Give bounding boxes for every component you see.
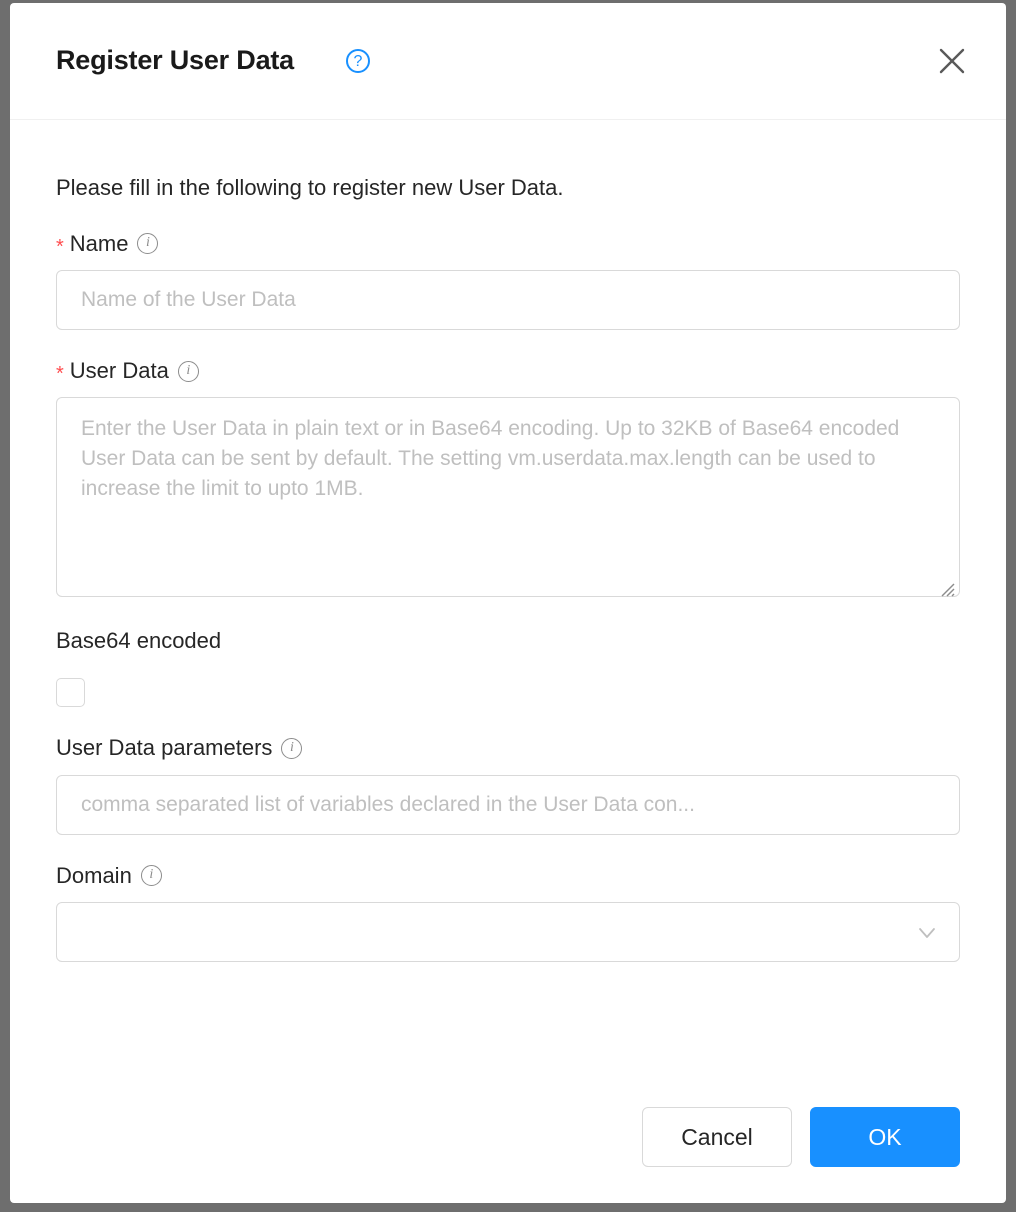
field-user-data bbox=[56, 358, 960, 602]
info-icon[interactable]: i bbox=[178, 361, 199, 382]
user-data-textarea[interactable] bbox=[56, 397, 960, 597]
label-name bbox=[56, 231, 960, 257]
close-icon[interactable] bbox=[936, 45, 968, 77]
register-user-data-dialog bbox=[10, 3, 1006, 1203]
domain-select[interactable] bbox=[56, 902, 960, 962]
cancel-button[interactable]: Cancel bbox=[642, 1107, 792, 1167]
field-name bbox=[56, 231, 960, 330]
field-base64 bbox=[56, 628, 960, 707]
resize-handle-icon[interactable] bbox=[937, 579, 955, 597]
label-user-data-text: User Data bbox=[69, 357, 169, 383]
dialog-footer bbox=[642, 1107, 960, 1167]
label-user-data-parameters-text: User Data parameters bbox=[56, 735, 273, 761]
required-marker: * bbox=[56, 235, 64, 258]
chevron-down-icon[interactable] bbox=[917, 923, 937, 943]
field-user-data-parameters bbox=[56, 735, 960, 834]
ok-button[interactable]: OK bbox=[810, 1107, 960, 1167]
required-marker: * bbox=[56, 363, 64, 386]
intro-text: Please fill in the following to register new User Data. bbox=[56, 175, 564, 200]
label-name-text: Name bbox=[69, 230, 129, 256]
info-icon[interactable]: i bbox=[141, 865, 162, 886]
label-user-data bbox=[56, 358, 960, 384]
dialog-header bbox=[10, 3, 1006, 120]
label-base64: Base64 encoded bbox=[56, 628, 222, 654]
label-domain-text: Domain bbox=[56, 862, 132, 888]
question-circle-icon[interactable]: ? bbox=[346, 49, 370, 73]
user-data-parameters-input[interactable] bbox=[56, 775, 960, 835]
field-domain bbox=[56, 863, 960, 962]
user-data-textarea-wrapper bbox=[56, 397, 960, 602]
info-icon[interactable]: i bbox=[281, 738, 302, 759]
page-title: Register User Data bbox=[56, 45, 295, 75]
dialog-body bbox=[10, 174, 1006, 962]
base64-checkbox[interactable] bbox=[56, 678, 85, 707]
name-input[interactable] bbox=[56, 270, 960, 330]
label-user-data-parameters bbox=[56, 735, 960, 761]
info-icon[interactable]: i bbox=[137, 233, 158, 254]
label-domain bbox=[56, 863, 960, 889]
